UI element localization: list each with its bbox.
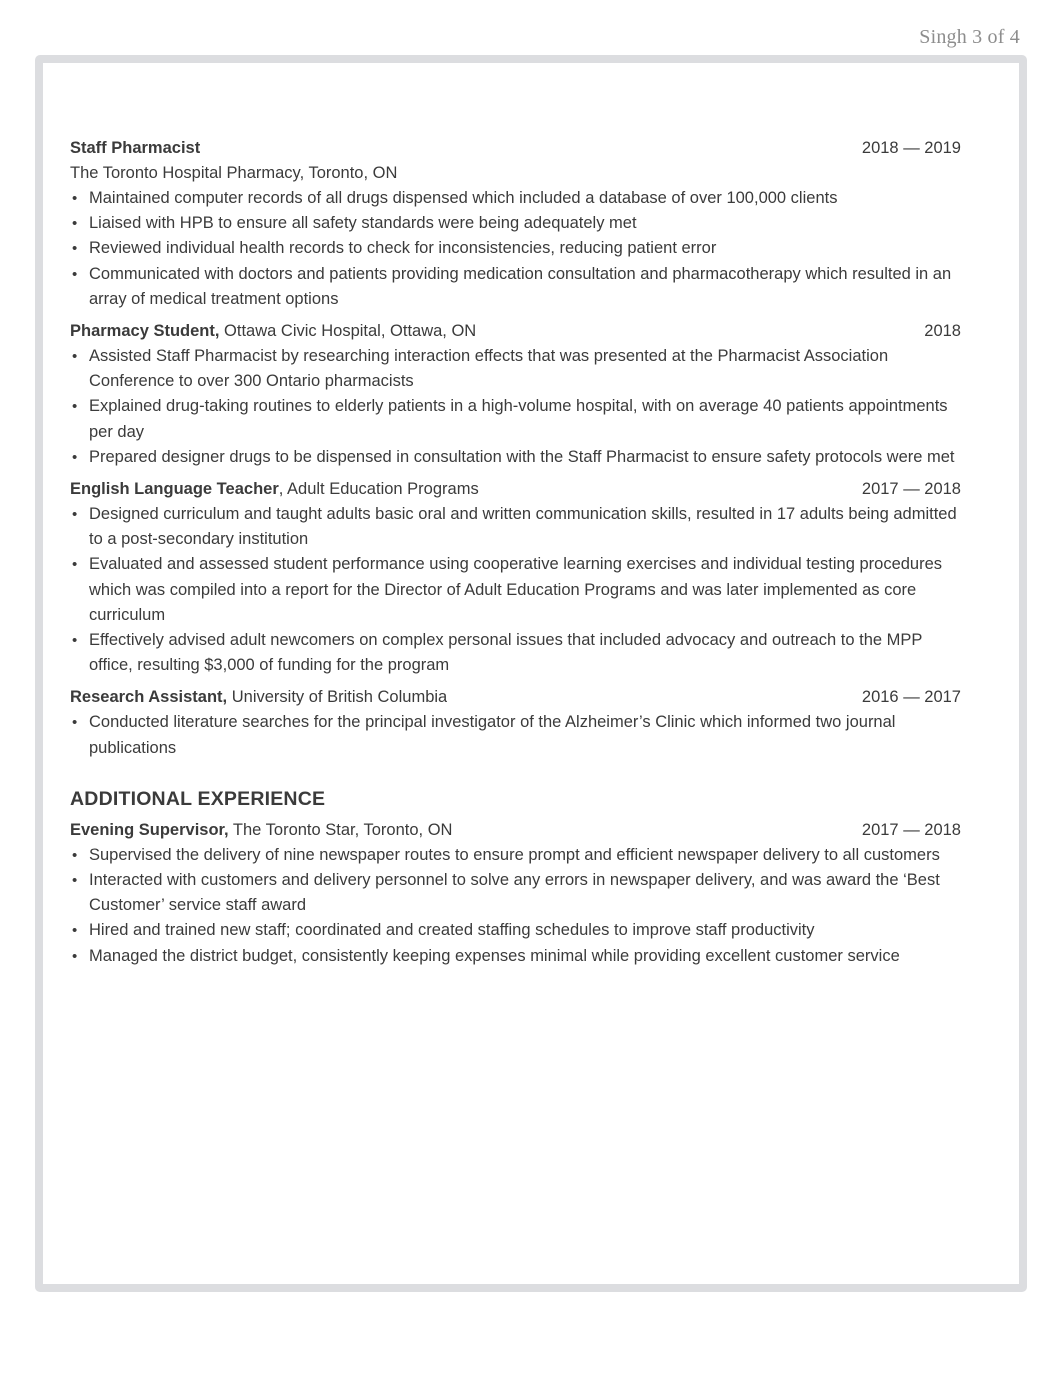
entry-header-left <box>70 477 479 502</box>
entry-bullet-list <box>70 843 961 969</box>
entry-bullet-list <box>70 344 961 470</box>
section-heading-additional-experience: ADDITIONAL EXPERIENCE <box>70 787 326 810</box>
entry-dates: 2016 — 2017 <box>861 688 961 707</box>
resume-content <box>70 136 961 969</box>
entry-header <box>70 136 961 161</box>
entry-dates: 2017 — 2018 <box>861 820 961 839</box>
list-item: • Interacted with customers and delivery personnel to solve any errors in newspaper delivery, and was award the ‘Best Customer’ service staff award <box>70 868 961 918</box>
entry-header-left <box>70 818 452 843</box>
list-item: • Conducted literature searches for the principal investigator of the Alzheimer’s Clinic which informed two journal publications <box>70 710 961 760</box>
entry-dates: 2018 <box>924 322 961 341</box>
entry-header <box>70 319 961 344</box>
experience-entries <box>70 136 961 761</box>
entry-title: Evening Supervisor, <box>70 820 229 839</box>
entry-organization: , Adult Education Programs <box>278 480 479 499</box>
running-header: Singh 3 of 4 <box>919 26 1020 48</box>
entry-subline: The Toronto Hospital Pharmacy, Toronto, ON <box>70 164 398 182</box>
list-item: • Evaluated and assessed student performance using cooperative learning exercises and individual testing procedures which was compiled into a report for the Director of Adult Education Programs and was later implemented as core curriculum <box>70 552 961 628</box>
list-item: • Supervised the delivery of nine newspaper routes to ensure prompt and efficient newspaper delivery to all customers <box>70 843 961 868</box>
additional-experience-entries <box>70 818 961 969</box>
experience-entry <box>70 477 961 678</box>
entry-title: English Language Teacher <box>70 480 279 499</box>
entry-title: Pharmacy Student, <box>70 322 220 341</box>
entry-title: Staff Pharmacist <box>70 139 201 157</box>
entry-bullet-list <box>70 186 961 312</box>
entry-header <box>70 477 961 502</box>
list-item: • Explained drug-taking routines to elderly patients in a high-volume hospital, with on average 40 patients appointments per day <box>70 394 961 444</box>
experience-entry <box>70 319 961 470</box>
entry-header <box>70 685 961 710</box>
list-item: • Effectively advised adult newcomers on complex personal issues that included advocacy and outreach to the MPP office, resulting $3,000 of funding for the program <box>70 628 961 678</box>
experience-entry <box>70 685 961 760</box>
list-item: • Managed the district budget, consistently keeping expenses minimal while providing excellent customer service <box>70 944 961 969</box>
entry-bullet-list <box>70 502 961 678</box>
entry-organization: Ottawa Civic Hospital, Ottawa, ON <box>219 322 477 341</box>
list-item: • Assisted Staff Pharmacist by researching interaction effects that was presented at the Pharmacist Association Conference to over 300 Ontario pharmacists <box>70 344 961 394</box>
entry-organization: University of British Columbia <box>227 688 448 707</box>
entry-header-left <box>70 319 476 344</box>
list-item: • Liaised with HPB to ensure all safety standards were being adequately met <box>70 211 961 236</box>
entry-dates: 2018 — 2019 <box>861 139 961 157</box>
entry-organization: The Toronto Star, Toronto, ON <box>228 820 453 839</box>
entry-title: Research Assistant, <box>70 688 228 707</box>
entry-header <box>70 818 961 843</box>
list-item: • Designed curriculum and taught adults basic oral and written communication skills, resulted in 17 adults being admitted to a post-secondary institution <box>70 502 961 552</box>
entry-header-left <box>70 685 447 710</box>
experience-entry <box>70 136 961 312</box>
entry-bullet-list <box>70 710 961 760</box>
entry-dates: 2017 — 2018 <box>861 480 961 499</box>
resume-page <box>35 55 1027 1292</box>
list-item: • Communicated with doctors and patients providing medication consultation and pharmacotherapy which resulted in an array of medical treatment options <box>70 262 961 312</box>
list-item: • Prepared designer drugs to be dispensed in consultation with the Staff Pharmacist to ensure safety protocols were met <box>70 445 961 470</box>
entry-header-left <box>70 136 200 161</box>
experience-entry <box>70 818 961 969</box>
list-item: • Hired and trained new staff; coordinated and created staffing schedules to improve staff productivity <box>70 918 961 943</box>
list-item: • Maintained computer records of all drugs dispensed which included a database of over 100,000 clients <box>70 186 961 211</box>
list-item: • Reviewed individual health records to check for inconsistencies, reducing patient error <box>70 236 961 261</box>
